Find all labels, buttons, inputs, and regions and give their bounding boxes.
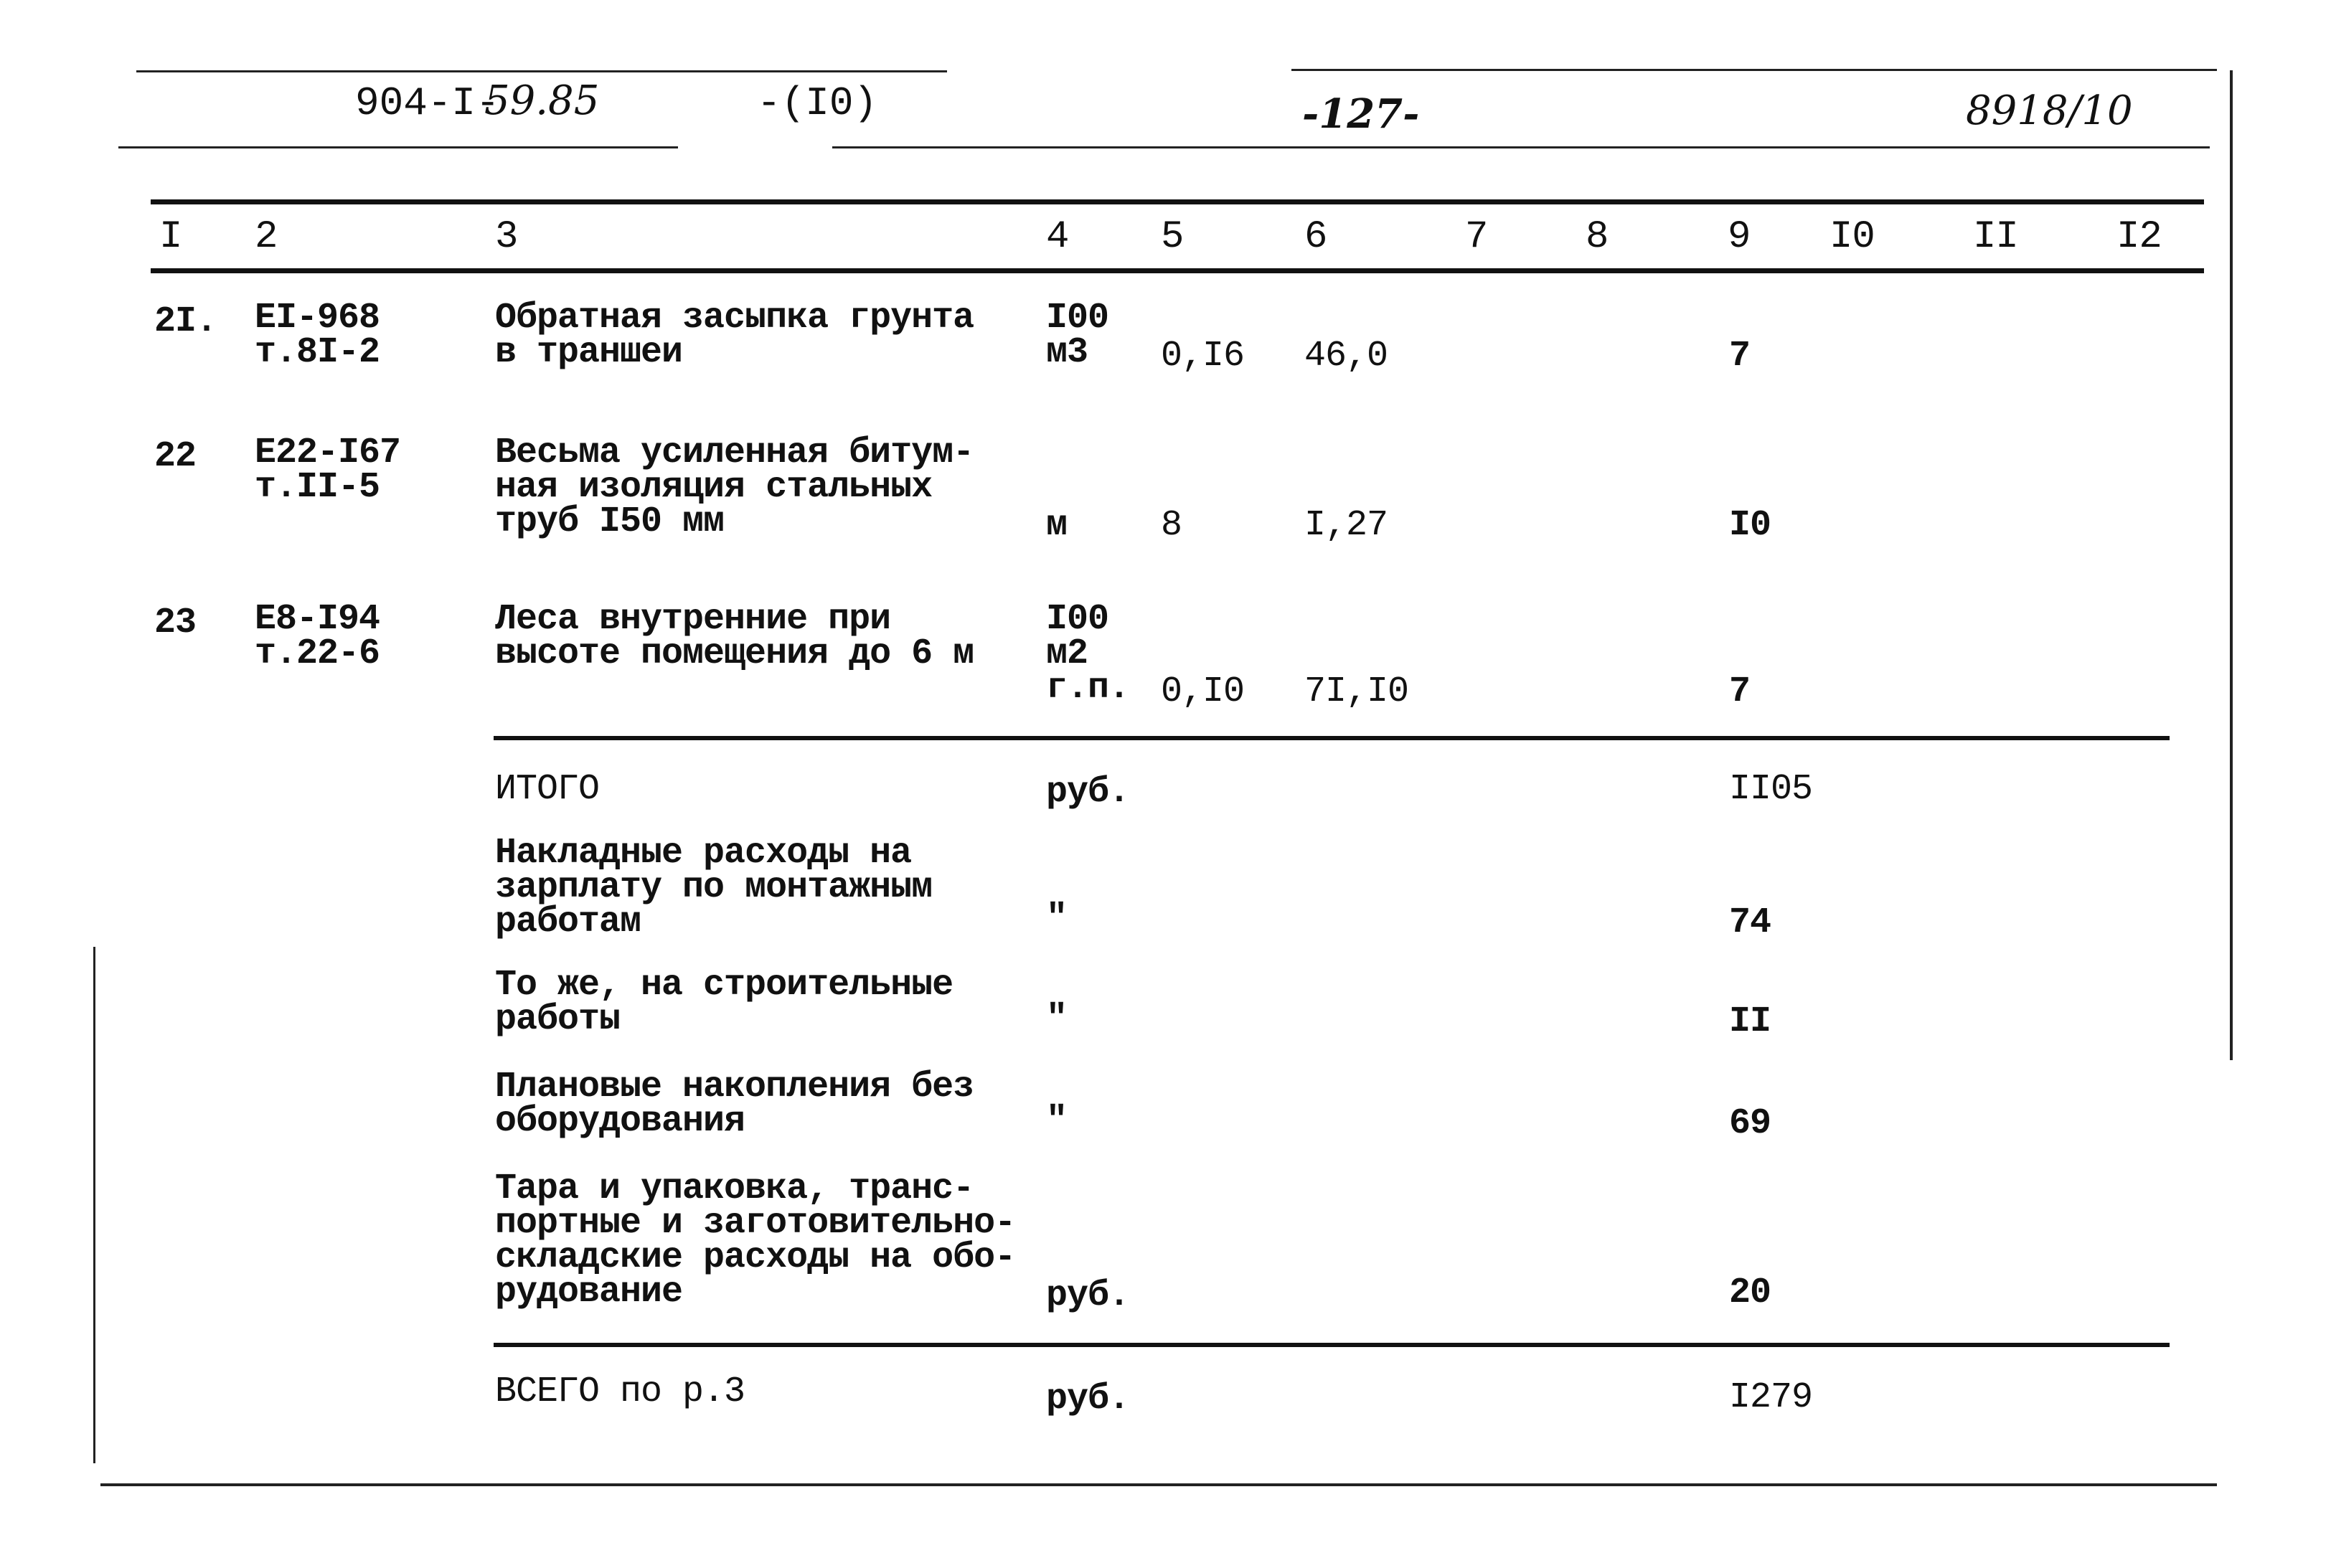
row-21-price: 46,0	[1304, 336, 1388, 377]
summary-itogo-label: ИТОГО	[495, 769, 600, 810]
row-21-name	[495, 298, 974, 373]
summary-planned-label	[495, 1067, 974, 1142]
row-21-total: 7	[1729, 336, 1751, 377]
row-23-unit	[1046, 599, 1130, 709]
row-22-code	[255, 433, 401, 508]
summary-planned-unit: "	[1046, 1100, 1068, 1141]
col-header-3: 3	[495, 215, 518, 259]
summary-planned-line: Плановые накопления без	[495, 1067, 974, 1107]
col-header-8: 8	[1586, 215, 1609, 259]
doc-code-printed: 904-I-	[355, 80, 500, 126]
grand-total-label: ВСЕГО по р.3	[495, 1371, 745, 1412]
row-22-name	[495, 433, 974, 542]
summary-packaging-line: складские расходы на обо-	[495, 1237, 1016, 1278]
summary-overhead-label	[495, 833, 933, 943]
row-22-qty: 8	[1161, 505, 1182, 546]
col-header-10: I0	[1830, 215, 1875, 259]
table-header-rule	[151, 268, 2204, 273]
row-23-number: 23	[154, 603, 197, 643]
row-23-code	[255, 599, 380, 674]
right-border	[2230, 70, 2233, 1060]
row-23-total: 7	[1729, 671, 1751, 712]
header-underline-right	[832, 146, 2210, 148]
header-underline-left	[118, 146, 678, 148]
row-21-number: 2I.	[154, 301, 217, 342]
row-21-name-line: в траншеи	[495, 332, 683, 373]
row-22-name-line: Весьма усиленная битум-	[495, 433, 974, 473]
summary-construction-total: II	[1729, 1001, 1771, 1042]
row-23-name-line: Леса внутренние при	[495, 599, 891, 640]
summary-construction-unit: "	[1046, 998, 1068, 1039]
summary-construction-line: То же, на строительные	[495, 965, 953, 1006]
row-21-unit-line: I00	[1046, 298, 1109, 339]
col-header-7: 7	[1465, 215, 1488, 259]
top-rule-left	[136, 70, 947, 72]
doc-code-handwritten: 59.85	[484, 77, 600, 124]
grand-total-unit: руб.	[1046, 1379, 1130, 1420]
summary-packaging-line: портные и заготовительно-	[495, 1203, 1016, 1244]
col-header-2: 2	[255, 215, 278, 259]
row-23-qty: 0,I0	[1161, 671, 1245, 712]
archive-number: 8918/10	[1966, 88, 2133, 134]
summary-overhead-total: 74	[1729, 902, 1771, 943]
row-21-unit-line: м3	[1046, 332, 1088, 373]
summary-construction-label	[495, 965, 953, 1040]
grand-total-rule	[494, 1343, 2170, 1347]
summary-overhead-unit: "	[1046, 898, 1068, 939]
col-header-6: 6	[1304, 215, 1327, 259]
col-header-1: I	[159, 215, 182, 259]
row-22-code-line: E22-I67	[255, 433, 401, 473]
col-header-4: 4	[1046, 215, 1069, 259]
summary-planned-total: 69	[1729, 1103, 1771, 1144]
row-23-name-line: высоте помещения до 6 м	[495, 633, 974, 674]
row-23-name	[495, 599, 974, 674]
row-21-unit	[1046, 298, 1109, 373]
row-22-total: I0	[1729, 505, 1771, 546]
section-number: -(I0)	[757, 80, 878, 126]
row-23-code-line: E8-I94	[255, 599, 380, 640]
row-23-unit-line: м2	[1046, 633, 1088, 674]
summary-overhead-line: Накладные расходы на	[495, 833, 912, 874]
row-23-unit-line: I00	[1046, 599, 1109, 640]
row-22-name-line: ная изоляция стальных	[495, 467, 933, 508]
col-header-11: II	[1973, 215, 2018, 259]
row-22-price: I,27	[1304, 505, 1388, 546]
row-21-qty: 0,I6	[1161, 336, 1245, 377]
row-21-code	[255, 298, 380, 373]
col-header-12: I2	[2116, 215, 2162, 259]
row-21-code-line: EI-968	[255, 298, 380, 339]
grand-total-value: I279	[1729, 1377, 1813, 1418]
summary-packaging-line: Тара и упаковка, транс-	[495, 1168, 974, 1209]
row-21-code-table: т.8I-2	[255, 332, 380, 373]
row-23-price: 7I,I0	[1304, 671, 1409, 712]
summary-packaging-label	[495, 1168, 1016, 1313]
summary-packaging-line: рудование	[495, 1272, 683, 1313]
bottom-rule	[100, 1483, 2217, 1486]
summary-overhead-line: работам	[495, 902, 641, 943]
col-header-5: 5	[1161, 215, 1184, 259]
left-border	[93, 947, 95, 1463]
summary-planned-line: оборудования	[495, 1101, 745, 1142]
summary-packaging-unit: руб.	[1046, 1275, 1130, 1316]
top-rule-right	[1291, 69, 2217, 71]
row-21-name-line: Обратная засыпка грунта	[495, 298, 974, 339]
summary-top-rule	[494, 736, 2170, 740]
summary-construction-line: работы	[495, 999, 621, 1040]
summary-itogo-unit: руб.	[1046, 772, 1130, 813]
row-22-unit: м	[1046, 505, 1068, 546]
summary-overhead-line: зарплату по монтажным	[495, 867, 933, 908]
col-header-9: 9	[1728, 215, 1751, 259]
row-22-number: 22	[154, 436, 197, 477]
table-top-rule	[151, 199, 2204, 204]
row-23-unit-line: г.п.	[1046, 668, 1130, 709]
page-number: -127-	[1302, 90, 1420, 138]
row-23-code-table: т.22-6	[255, 633, 380, 674]
summary-packaging-total: 20	[1729, 1272, 1771, 1313]
summary-itogo-total: II05	[1729, 769, 1813, 810]
row-22-name-line: труб I50 мм	[495, 501, 725, 542]
row-22-code-table: т.II-5	[255, 467, 380, 508]
